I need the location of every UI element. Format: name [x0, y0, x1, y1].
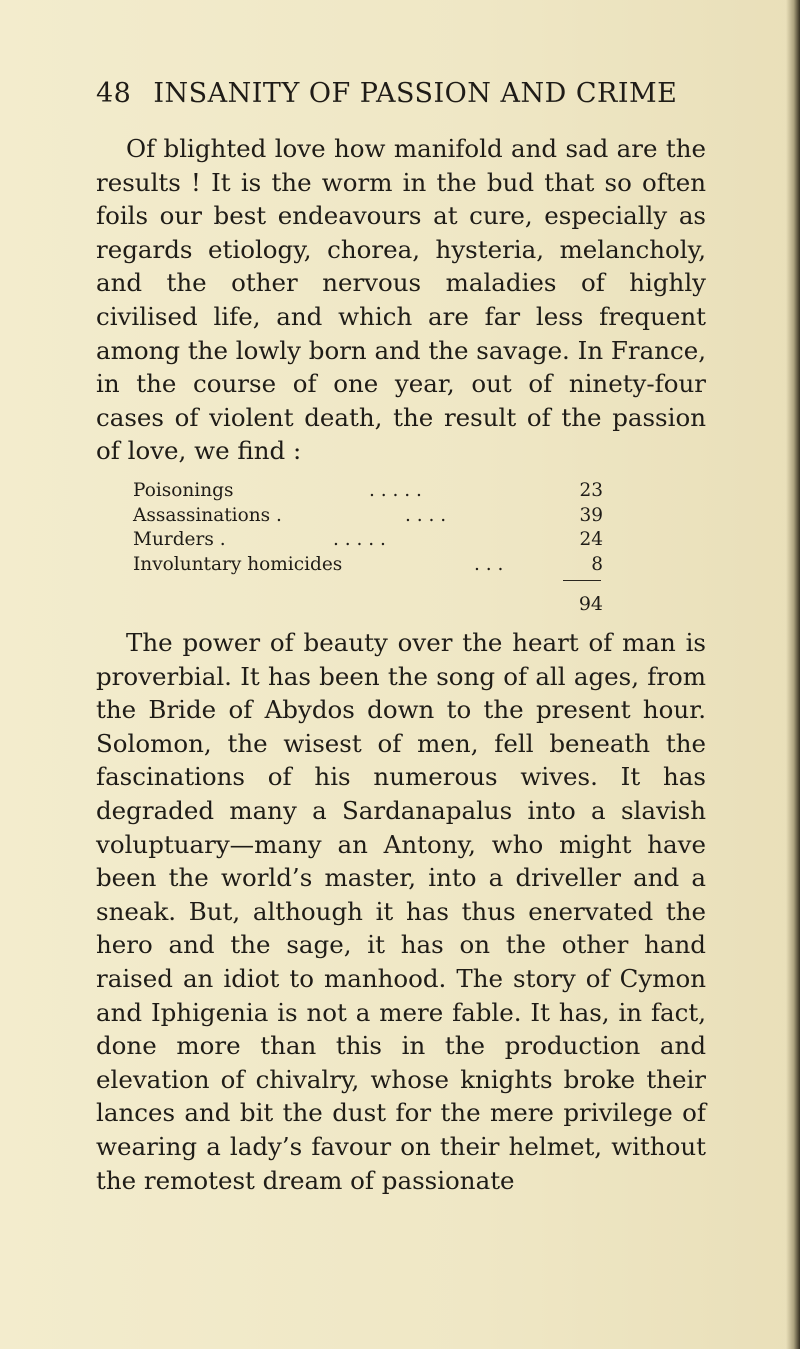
row-label: Poisonings [133, 480, 234, 501]
death-statistics-table [133, 479, 603, 577]
running-head [96, 78, 708, 109]
paragraph-text: Of blighted love how manifold and sad are the results ! It is the worm in the bud that so often foils our best endeavours at cure, especially as regards etiology, chorea, hysteria, melancholy, and the other nervous maladies of highly civilised life, and which are far less frequent among the lowly born and the savage. In France, in the course of one year, out of ninety-four cases of violent death, the result of the passion of love, we find : [96, 134, 706, 466]
table-total: 94 [578, 593, 603, 615]
page-edge-shadow [786, 0, 800, 1349]
leader-dots: . . . . . [369, 480, 422, 501]
table-row [133, 504, 603, 529]
row-label: Assassinations . [133, 504, 282, 526]
row-value: 24 [579, 529, 603, 550]
paragraph-2 [96, 626, 706, 1197]
leader-dots: . . . . [405, 504, 447, 526]
total-rule [563, 580, 601, 581]
table-row [133, 479, 603, 504]
row-value: 23 [579, 480, 603, 501]
table-row [133, 528, 603, 553]
row-label: Involuntary homicides [133, 553, 343, 575]
row-value: 39 [579, 504, 603, 526]
row-label: Murders . [133, 529, 226, 550]
leader-dots: . . . [474, 553, 504, 575]
paragraph-1 [96, 132, 706, 468]
table-row [133, 553, 603, 578]
running-title: INSANITY OF PASSION AND CRIME [153, 78, 678, 109]
row-value: 8 [591, 553, 603, 575]
leader-dots: . . . . . [333, 529, 386, 550]
paragraph-text: The power of beauty over the heart of man is proverbial. It has been the song of all ages, from the Bride of Abydos down to the present hour. Solomon, the wisest of men, fell beneath the fascinations of his numerous wives. It has degraded many a Sardanapalus into a slavish voluptuary—many an Antony, who might have been the world’s master, into a driveller and a sneak. But, although it has thus enervated the hero and the sage, it has on the other hand raised an idiot to manhood. The story of Cymon and Iphigenia is not a mere fable. It has, in fact, done more than this in the production and elevation of chivalry, whose knights broke their lances and bit the dust for the mere privilege of wearing a lady’s favour on their helmet, without the remotest dream of passionate [96, 628, 706, 1195]
page-number: 48 [96, 78, 132, 109]
